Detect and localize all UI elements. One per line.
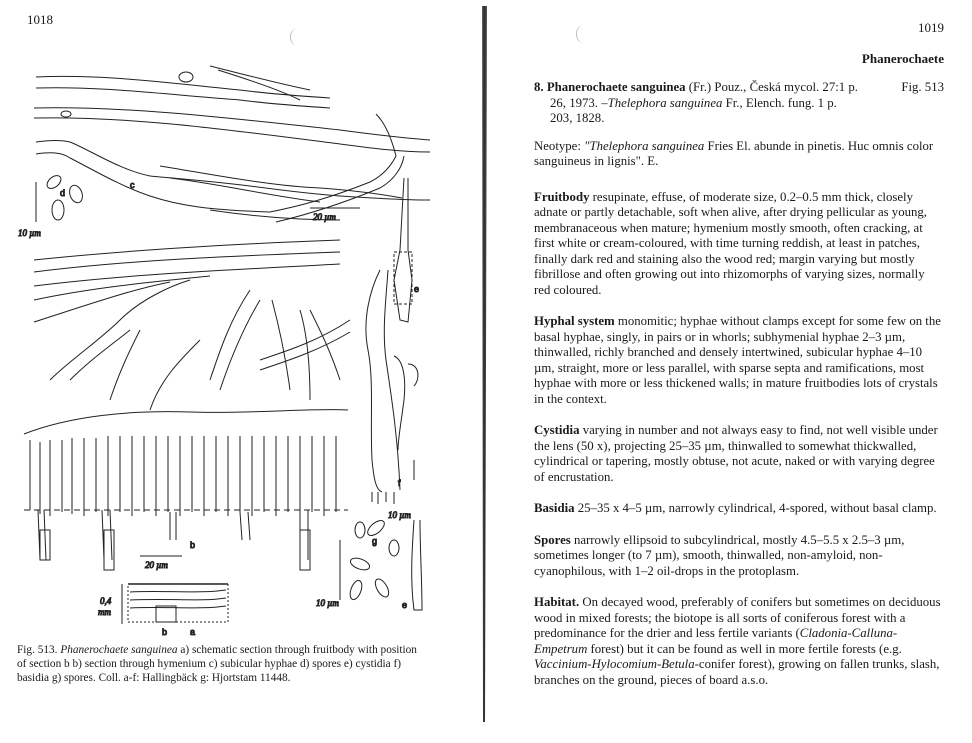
figure-caption bbox=[17, 643, 417, 685]
entry-number: 8. bbox=[534, 80, 544, 94]
caption-text: a) schematic section through fruitbody with position of section b b) section through hymenium c) subicular hyphae d) spores e) cystidia f) basidia g) spores. Coll. a-f: Hallingbäck g: Hjortstam 11448. bbox=[17, 644, 417, 684]
label-e-bottom: e bbox=[402, 600, 408, 610]
neotype-rest: Fries El. abunde in pinetis. Huc omnis color sanguineus in lignis". E. bbox=[534, 138, 934, 168]
scale-label-f: 10 µm bbox=[388, 510, 411, 520]
label-f: f bbox=[398, 478, 401, 488]
section-cystidia bbox=[534, 423, 944, 485]
running-head: Phanerochaete bbox=[861, 51, 944, 66]
section-text: narrowly ellipsoid to subcylindrical, mostly 4.5–5.5 x 2.5–3 µm, sometimes longer (to 7 µm), smooth, thinwalled, non-amyloid, non-cyanophilous, with 1–2 oil-drops in the protoplasm. bbox=[534, 532, 905, 578]
scale-label-c: 20 µm bbox=[313, 212, 336, 222]
scale-label-b: 20 µm bbox=[145, 560, 168, 570]
habitat-text: On decayed wood, preferably of conifers but sometimes on deciduous wood in mixed forests; the biotope is all sorts of coniferous forest with a predominance for the drier and less fertile variants ( bbox=[534, 595, 941, 640]
hymenium-section-drawing bbox=[24, 240, 350, 570]
caption-species: Phanerochaete sanguinea bbox=[60, 644, 178, 656]
section-heading: Spores bbox=[534, 532, 571, 547]
figure-reference: Fig. 513 bbox=[901, 80, 944, 94]
section-text: 25–35 x 4–5 µm, narrowly cylindrical, 4-spored, without basal clamp. bbox=[574, 501, 937, 515]
habitat-text: -conifer forest), growing on fallen trunks, slash, branches on the ground, pieces of board a.s.o. bbox=[534, 657, 940, 687]
section-heading: Habitat. bbox=[534, 595, 580, 609]
schematic-section-a-drawing bbox=[122, 584, 228, 624]
figure-513-illustration bbox=[10, 60, 450, 637]
right-page bbox=[487, 0, 972, 743]
label-section-a: a bbox=[190, 627, 196, 637]
section-heading: Cystidia bbox=[534, 423, 580, 437]
section-heading: Hyphal system bbox=[534, 314, 615, 328]
left-page bbox=[0, 0, 484, 743]
species-entry bbox=[534, 80, 944, 688]
hyphae-drawing bbox=[10, 60, 450, 637]
scan-mark bbox=[576, 25, 591, 43]
label-b: b bbox=[190, 540, 196, 550]
entry-header bbox=[534, 80, 944, 127]
caption-fig-number: Fig. 513. bbox=[17, 644, 58, 656]
entry-basionym: Thelephora sanguinea bbox=[607, 95, 723, 110]
section-fruitbody bbox=[534, 190, 944, 299]
label-g: g bbox=[372, 536, 378, 546]
subicular-hyphae-drawing bbox=[34, 66, 430, 222]
scale-label-a-unit: mm bbox=[98, 607, 111, 617]
section-heading: Fruitbody bbox=[534, 189, 590, 204]
entry-basionym-rest: Fr., Elench. fung. 1 p. 203, 1828. bbox=[550, 95, 837, 125]
label-e-top: e bbox=[414, 284, 420, 294]
page-number: 1018 bbox=[27, 12, 53, 27]
habitat-italic: Cladonia-Calluna-Empetrum bbox=[534, 626, 898, 656]
scale-label-g: 10 µm bbox=[316, 598, 339, 608]
entry-title bbox=[534, 80, 860, 127]
label-d: d bbox=[60, 188, 66, 198]
habitat-italic: Vaccinium-Hylocomium-Betula bbox=[534, 657, 695, 671]
scale-label-d: 10 µm bbox=[18, 228, 41, 238]
section-heading: Basidia bbox=[534, 501, 575, 515]
basidia-f-drawing bbox=[366, 270, 418, 504]
cystidium-e-bottom-drawing bbox=[412, 520, 422, 610]
entry-name: Phanerochaete sanguinea bbox=[546, 80, 686, 94]
habitat-text: forest) but it can be found as well in more fertile forests (e.g. bbox=[587, 641, 902, 656]
neotype bbox=[534, 139, 944, 170]
section-spores bbox=[534, 533, 944, 580]
scan-mark bbox=[290, 28, 305, 46]
neotype-label: Neotype: bbox=[534, 138, 585, 153]
entry-authority: (Fr.) Pouz., Česká mycol. 27:1 p. 26, 1973. – bbox=[550, 80, 858, 110]
label-section-b: b bbox=[162, 627, 168, 637]
label-c: c bbox=[130, 180, 135, 190]
section-text: varying in number and not always easy to find, not well visible under the lens (50 x), projecting 25–35 µm, thinwalled to somewhat thickwalled, cylindrical or tapering, mostly obtuse, not acute, naked or with varying degree of encrustation. bbox=[534, 423, 938, 484]
section-habitat bbox=[534, 595, 944, 688]
spores-g-drawing bbox=[340, 518, 399, 601]
section-text: monomitic; hyphae without clamps except for some few on the basal hyphae, singly, in pairs or in whorls; subhymenial hyphae 2–3 µm, thinwalled, richly branched and densely intertwined, subicular hyphae 4–10 µm, straight, more or less parallel, with sparse septa and ramifications, most hyphae with more or less thickened walls; in mature fruitbodies lots of crystals in the context. bbox=[534, 314, 941, 406]
page-number: 1019 bbox=[918, 20, 944, 35]
section-text: resupinate, effuse, of moderate size, 0.2–0.5 mm thick, closely adnate or partly detachable, soft when alive, after drying pellicular as young, membranaceous when mature; hymenium mostly smooth, often cracking, at first white or cream-coloured, with time turning reddish, at least in patches, finally dark red and staining also the wood red; margin varying but mostly fibrillose and often growing out into rhizomorphs of varying sizes, normally red coloured. bbox=[534, 189, 927, 297]
scale-label-a-value: 0,4 bbox=[100, 596, 112, 606]
section-basidia bbox=[534, 501, 944, 517]
neotype-quote: "Thelephora sanguinea bbox=[584, 138, 705, 153]
section-hyphal-system bbox=[534, 314, 944, 407]
